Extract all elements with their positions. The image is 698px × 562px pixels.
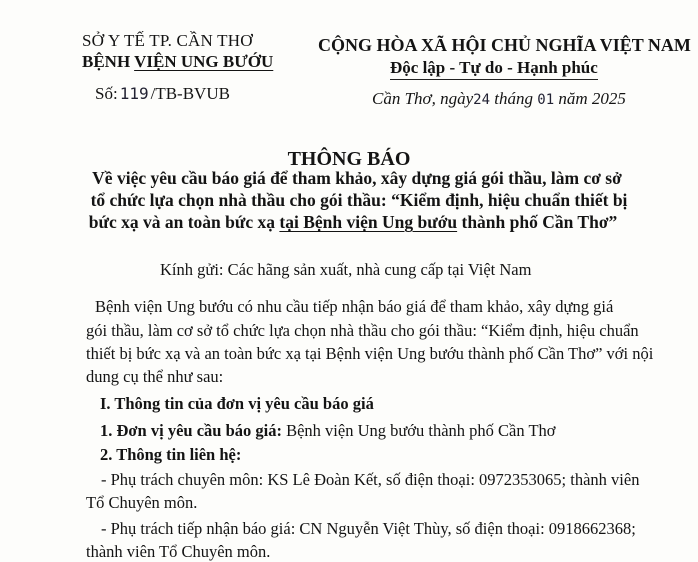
subject-line-3 [4, 212, 698, 233]
national-motto: Độc lập - Tự do - Hạnh phúc [390, 58, 598, 80]
subject-line-2: tổ chức lựa chọn nhà thầu cho gói thầu: “Kiểm định, hiệu chuẩn thiết bị [90, 190, 628, 210]
date-day: 24 [473, 92, 491, 108]
salutation: Kính gửi: Các hãng sản xuất, nhà cung cấp tại Việt Nam [160, 260, 532, 279]
contact-quote-line-1: - Phụ trách tiếp nhận báo giá: CN Nguyễn Việt Thùy, số điện thoại: 0918662368; [101, 519, 636, 538]
org-name-part2: VIỆN UNG BƯỚU [134, 52, 274, 71]
date-month-label: tháng [494, 89, 534, 108]
section-heading: I. Thông tin của đơn vị yêu cầu báo giá [100, 394, 374, 413]
paragraph-line-1: Bệnh viện Ung bướu có nhu cầu tiếp nhận báo giá để tham khảo, xây dựng giá [95, 297, 614, 316]
paragraph-line-2: gói thầu, làm cơ sở tổ chức lựa chọn nhà thầu cho gói thầu: “Kiểm định, hiệu chuẩn [86, 321, 639, 340]
notice-title: THÔNG BÁO [287, 148, 411, 170]
paragraph-line-4: dung cụ thể như sau: [86, 367, 224, 386]
requesting-unit [100, 421, 556, 441]
subject-line-3-underlined: tại Bệnh viện Ung bướu [279, 212, 458, 232]
contact-technical-line-2: Tổ Chuyên môn. [86, 493, 198, 512]
contact-quote-line-2: thành viên Tổ Chuyên môn. [86, 542, 271, 561]
date-line [372, 89, 626, 109]
org-name-part1: BỆNH [82, 52, 135, 71]
paragraph-line-3: thiết bị bức xạ và an toàn bức xạ tại Bệnh viện Ung bướu thành phố Cần Thơ” với nội [86, 344, 654, 363]
contact-technical-line-1: - Phụ trách chuyên môn: KS Lê Đoàn Kết, số điện thoại: 0972353065; thành viên [101, 470, 640, 489]
document-number [95, 84, 230, 104]
requesting-unit-label: 1. Đơn vị yêu cầu báo giá: [100, 421, 282, 440]
requesting-unit-value: Bệnh viện Ung bướu thành phố Cần Thơ [281, 421, 556, 440]
date-month: 01 [537, 92, 555, 108]
date-place: Cần Thơ, ngày [372, 89, 474, 108]
subject-line-3-a: bức xạ và an toàn bức xạ [88, 212, 280, 232]
doc-number-suffix: /TB-BVUB [150, 84, 230, 103]
doc-number-prefix: Số: [95, 84, 118, 103]
subject-line-3-c: thành phố Cần Thơ” [457, 212, 618, 232]
date-year: năm 2025 [558, 89, 626, 108]
national-title: CỘNG HÒA XÃ HỘI CHỦ NGHĨA VIỆT NAM [318, 35, 691, 55]
doc-number-handwritten: 119 [119, 84, 149, 103]
contact-info-heading: 2. Thông tin liên hệ: [100, 445, 242, 464]
issuing-organization [82, 52, 273, 72]
issuing-department: SỞ Y TẾ TP. CẦN THƠ [82, 31, 253, 50]
subject-line-1: Về việc yêu cầu báo giá để tham khảo, xây dựng giá gói thầu, làm cơ sở [92, 168, 622, 188]
